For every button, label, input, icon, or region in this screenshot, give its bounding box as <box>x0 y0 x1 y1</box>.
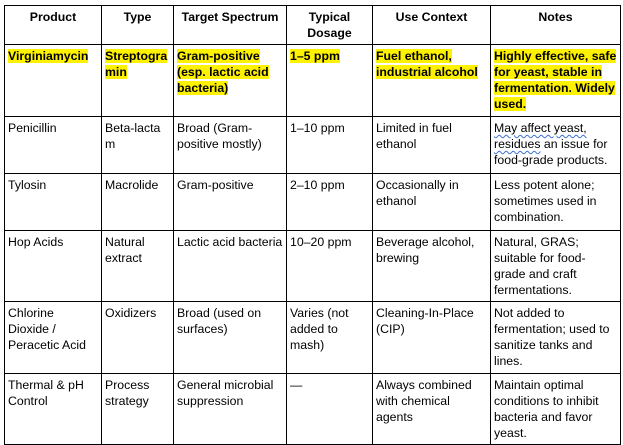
cell-spectrum: Gram-positive <box>174 174 287 231</box>
cell-context: Occasionally in ethanol <box>373 174 491 231</box>
cell-product: Hop Acids <box>5 231 102 302</box>
cell-product: Thermal & pH Control <box>5 374 102 445</box>
cell-notes: Not added to fermentation; used to sanitize tanks and lines. <box>491 302 621 374</box>
cell-context: Always combined with chemical agents <box>373 374 491 445</box>
cell-type: Beta-lactam <box>102 117 174 174</box>
cell-dosage: 2–10 ppm <box>287 174 373 231</box>
cell-type: Macrolide <box>102 174 174 231</box>
cell-dosage: 1–5 ppm <box>287 45 373 117</box>
cell-type: Natural extract <box>102 231 174 302</box>
cell-product: Chlorine Dioxide / Peracetic Acid <box>5 302 102 374</box>
header-row <box>5 6 621 45</box>
table-row <box>5 302 621 374</box>
cell-notes: Natural, GRAS; suitable for food-grade and craft fermentations. <box>491 231 621 302</box>
cell-dosage: — <box>287 374 373 445</box>
table-row <box>5 174 621 231</box>
cell-spectrum: Broad (used on surfaces) <box>174 302 287 374</box>
header-notes: Notes <box>491 6 621 45</box>
cell-spectrum: Broad (Gram-positive mostly) <box>174 117 287 174</box>
comparison-table <box>4 5 621 445</box>
header-typical-dosage: Typical Dosage <box>287 6 373 45</box>
cell-dosage: Varies (not added to mash) <box>287 302 373 374</box>
cell-type: Streptogramin <box>102 45 174 117</box>
cell-spectrum: Lactic acid bacteria <box>174 231 287 302</box>
cell-notes: Highly effective, safe for yeast, stable in fermentation. Widely used. <box>491 45 621 117</box>
cell-notes: May affect yeast, residues an issue for food-grade products. <box>491 117 621 174</box>
cell-spectrum: General microbial suppression <box>174 374 287 445</box>
header-use-context: Use Context <box>373 6 491 45</box>
table-row <box>5 231 621 302</box>
cell-product: Virginiamycin <box>5 45 102 117</box>
cell-spectrum: Gram-positive (esp. lactic acid bacteria) <box>174 45 287 117</box>
table-row <box>5 374 621 445</box>
table-row <box>5 117 621 174</box>
cell-context: Beverage alcohol, brewing <box>373 231 491 302</box>
cell-context: Limited in fuel ethanol <box>373 117 491 174</box>
cell-type: Oxidizers <box>102 302 174 374</box>
cell-dosage: 1–10 ppm <box>287 117 373 174</box>
cell-product: Tylosin <box>5 174 102 231</box>
cell-context: Cleaning-In-Place (CIP) <box>373 302 491 374</box>
header-type: Type <box>102 6 174 45</box>
cell-dosage: 10–20 ppm <box>287 231 373 302</box>
header-target-spectrum: Target Spectrum <box>174 6 287 45</box>
cell-type: Process strategy <box>102 374 174 445</box>
cell-notes: Maintain optimal conditions to inhibit bacteria and favor yeast. <box>491 374 621 445</box>
cell-context: Fuel ethanol, industrial alcohol <box>373 45 491 117</box>
table-row <box>5 45 621 117</box>
cell-product: Penicillin <box>5 117 102 174</box>
cell-notes: Less potent alone; sometimes used in combination. <box>491 174 621 231</box>
spellcheck-text: May affect yeast, <box>494 121 587 135</box>
spellcheck-text: residues <box>494 137 541 151</box>
header-product: Product <box>5 6 102 45</box>
